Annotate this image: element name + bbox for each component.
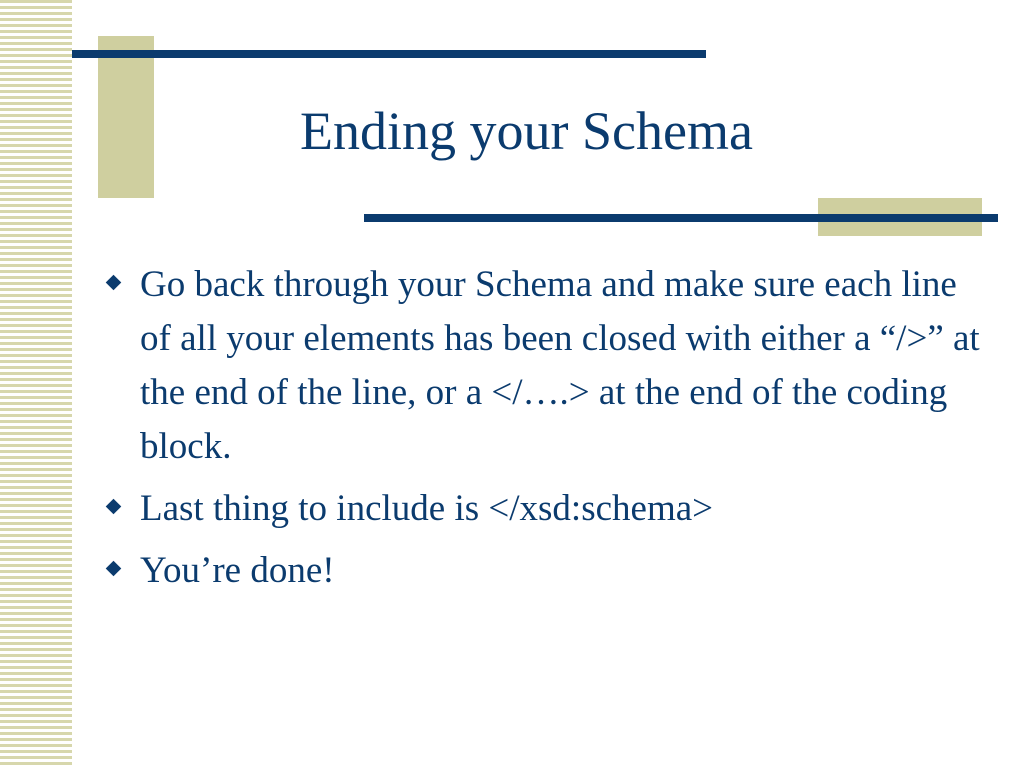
diamond-bullet-icon <box>104 482 140 536</box>
striped-margin-decoration <box>0 0 72 768</box>
diamond-bullet-icon <box>104 258 140 312</box>
title-accent-block <box>98 36 154 198</box>
bullet-list <box>104 258 984 606</box>
title-top-rule <box>72 50 706 58</box>
bullet-item <box>104 544 984 598</box>
bullet-text: Last thing to include is </xsd:schema> <box>140 488 714 529</box>
bullet-text: Go back through your Schema and make sure each line of all your elements has been closed with either a “/>” at the end of the line, or a </….> at the end of the coding block. <box>140 264 980 467</box>
slide-title: Ending your Schema <box>300 101 753 161</box>
title-bottom-rule <box>364 214 998 222</box>
bullet-item <box>104 258 984 474</box>
bullet-item <box>104 482 984 536</box>
bullet-text: You’re done! <box>140 550 335 591</box>
diamond-bullet-icon <box>104 544 140 598</box>
